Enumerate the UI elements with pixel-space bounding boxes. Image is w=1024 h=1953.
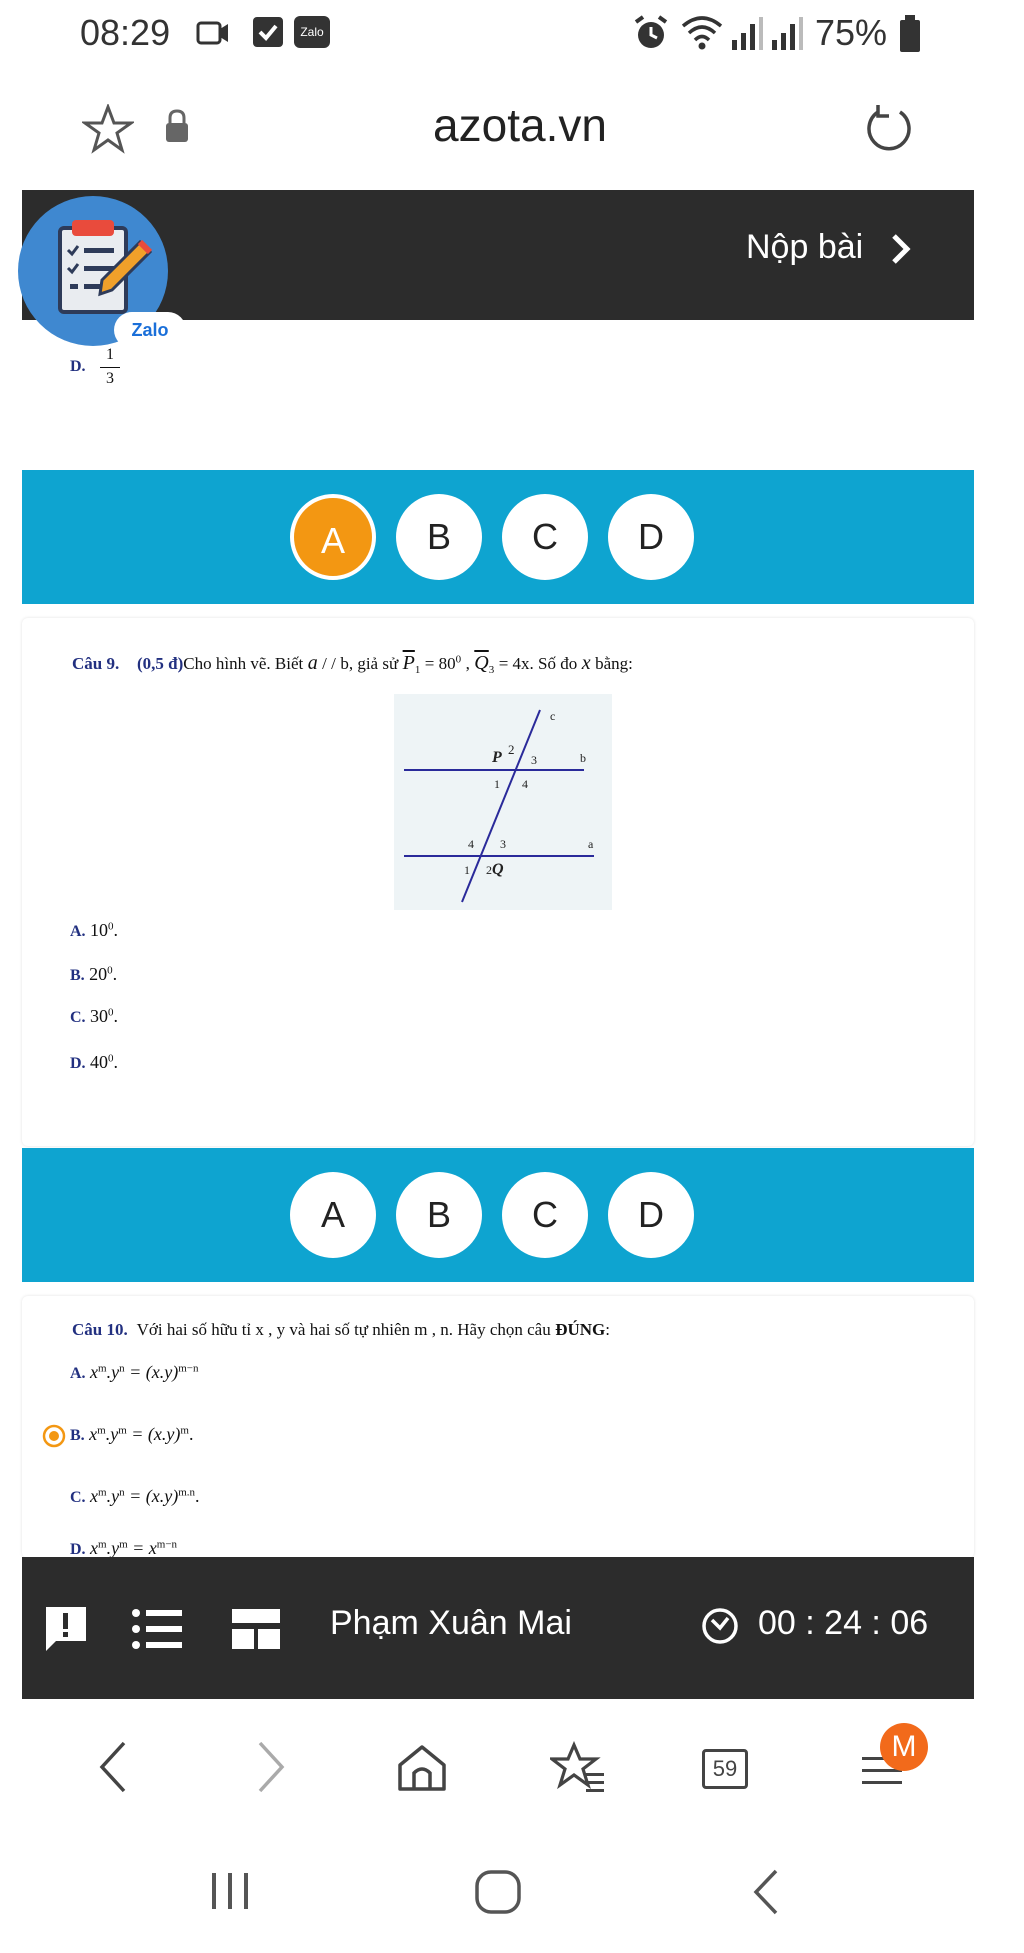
status-bar bbox=[0, 0, 1024, 66]
svg-text:1: 1 bbox=[494, 777, 500, 791]
answer-c-button[interactable]: C bbox=[502, 494, 588, 580]
bookmarks-icon[interactable] bbox=[550, 1741, 606, 1793]
svg-text:4: 4 bbox=[468, 837, 474, 851]
timer-icon bbox=[700, 1606, 740, 1646]
tabs-button[interactable]: 59 bbox=[702, 1749, 748, 1789]
profile-avatar[interactable]: M bbox=[880, 1723, 928, 1771]
svg-text:3: 3 bbox=[531, 753, 537, 767]
svg-text:Q: Q bbox=[492, 861, 504, 878]
recent-apps-icon[interactable] bbox=[208, 1871, 252, 1911]
answer-a-button[interactable]: A bbox=[290, 1172, 376, 1258]
submit-label: Nộp bài bbox=[746, 228, 864, 266]
svg-text:3: 3 bbox=[500, 837, 506, 851]
q9-option-b: B. $20^0$. bbox=[70, 964, 118, 984]
q9-option-c: C. $30^0$. bbox=[70, 1006, 119, 1026]
q10-option-c[interactable]: C. $x^m.y^n = (x.y)^{m.n}$. bbox=[70, 1486, 200, 1506]
back-icon[interactable] bbox=[96, 1739, 130, 1795]
status-time: 08:29 bbox=[80, 12, 171, 53]
checklist-pencil-icon bbox=[42, 216, 162, 326]
answer-b-button[interactable]: B bbox=[396, 1172, 482, 1258]
selected-radio-icon[interactable] bbox=[42, 1424, 66, 1448]
home-icon[interactable] bbox=[396, 1743, 448, 1793]
svg-text:P: P bbox=[492, 749, 502, 766]
layout-icon[interactable] bbox=[230, 1607, 282, 1651]
svg-text:2: 2 bbox=[486, 863, 492, 877]
chevron-right-icon bbox=[889, 233, 911, 265]
system-nav-bar bbox=[0, 1829, 1024, 1953]
svg-text:b: b bbox=[580, 751, 586, 765]
svg-text:2: 2 bbox=[508, 742, 515, 757]
answer-bar-q9 bbox=[22, 1148, 974, 1282]
countdown-timer: 00 : 24 : 06 bbox=[758, 1604, 929, 1642]
q10-option-b[interactable]: B. $x^m.y^m = (x.y)^m$. bbox=[70, 1424, 194, 1444]
answer-a-button[interactable]: A bbox=[290, 494, 376, 580]
answer-c-button[interactable]: C bbox=[502, 1172, 588, 1258]
answer-d-button[interactable]: D bbox=[608, 1172, 694, 1258]
parallel-lines-figure bbox=[394, 694, 612, 910]
signal-icon-2 bbox=[770, 16, 804, 52]
svg-text:4: 4 bbox=[522, 777, 528, 791]
prev-option-d: D. 1 3 bbox=[70, 358, 86, 376]
submit-button[interactable] bbox=[746, 228, 911, 267]
back-nav-icon[interactable] bbox=[750, 1867, 782, 1917]
option-label: D. bbox=[70, 358, 86, 375]
browser-nav-bar bbox=[0, 1699, 1024, 1829]
student-name: Phạm Xuân Mai bbox=[330, 1604, 572, 1642]
wifi-icon bbox=[680, 14, 724, 52]
question-list-icon[interactable] bbox=[132, 1607, 182, 1651]
report-icon[interactable] bbox=[42, 1603, 90, 1655]
forward-icon[interactable] bbox=[254, 1739, 288, 1795]
battery-percent: 75% bbox=[815, 12, 888, 53]
question-10-text: Câu 10. Với hai số hữu tỉ x , y và hai số tự nhiên m , n. Hãy chọn câu ĐÚNG: bbox=[72, 1320, 610, 1339]
home-nav-icon[interactable] bbox=[474, 1869, 522, 1915]
svg-text:a: a bbox=[588, 837, 594, 851]
alarm-icon bbox=[632, 14, 670, 52]
q9-option-d: D. $40^0$. bbox=[70, 1052, 119, 1072]
svg-text:1: 1 bbox=[464, 863, 470, 877]
answer-bar-q8 bbox=[22, 470, 974, 604]
video-icon bbox=[196, 20, 230, 46]
zalo-label: Zalo bbox=[114, 312, 186, 348]
q10-option-d[interactable]: D. $x^m.y^m = x^{m-n}$ bbox=[70, 1538, 178, 1557]
zalo-floating-bubble[interactable] bbox=[18, 196, 168, 346]
checkbox-notification-icon bbox=[252, 16, 284, 48]
answer-d-button[interactable]: D bbox=[608, 494, 694, 580]
question-9-text: Câu 9. (0,5 đ)Cho hình vẽ. Biết a / / b, giả sử $\overline{P}_1 = 80^0$ , $\overline{Q}_3 = 4x$. Số đo x bằng: bbox=[72, 652, 633, 677]
svg-text:c: c bbox=[550, 709, 556, 723]
battery-icon bbox=[898, 14, 922, 54]
signal-icon-1 bbox=[730, 16, 764, 52]
geometry-figure bbox=[394, 694, 612, 910]
zalo-notification-icon: Zalo bbox=[294, 16, 330, 48]
q10-option-a: A. $x^m.y^n = (x.y)^{m-n}$ bbox=[70, 1362, 199, 1382]
url-text[interactable]: azota.vn bbox=[433, 99, 607, 151]
answer-b-button[interactable]: B bbox=[396, 494, 482, 580]
q9-option-a: A. $10^0$. bbox=[70, 920, 119, 940]
